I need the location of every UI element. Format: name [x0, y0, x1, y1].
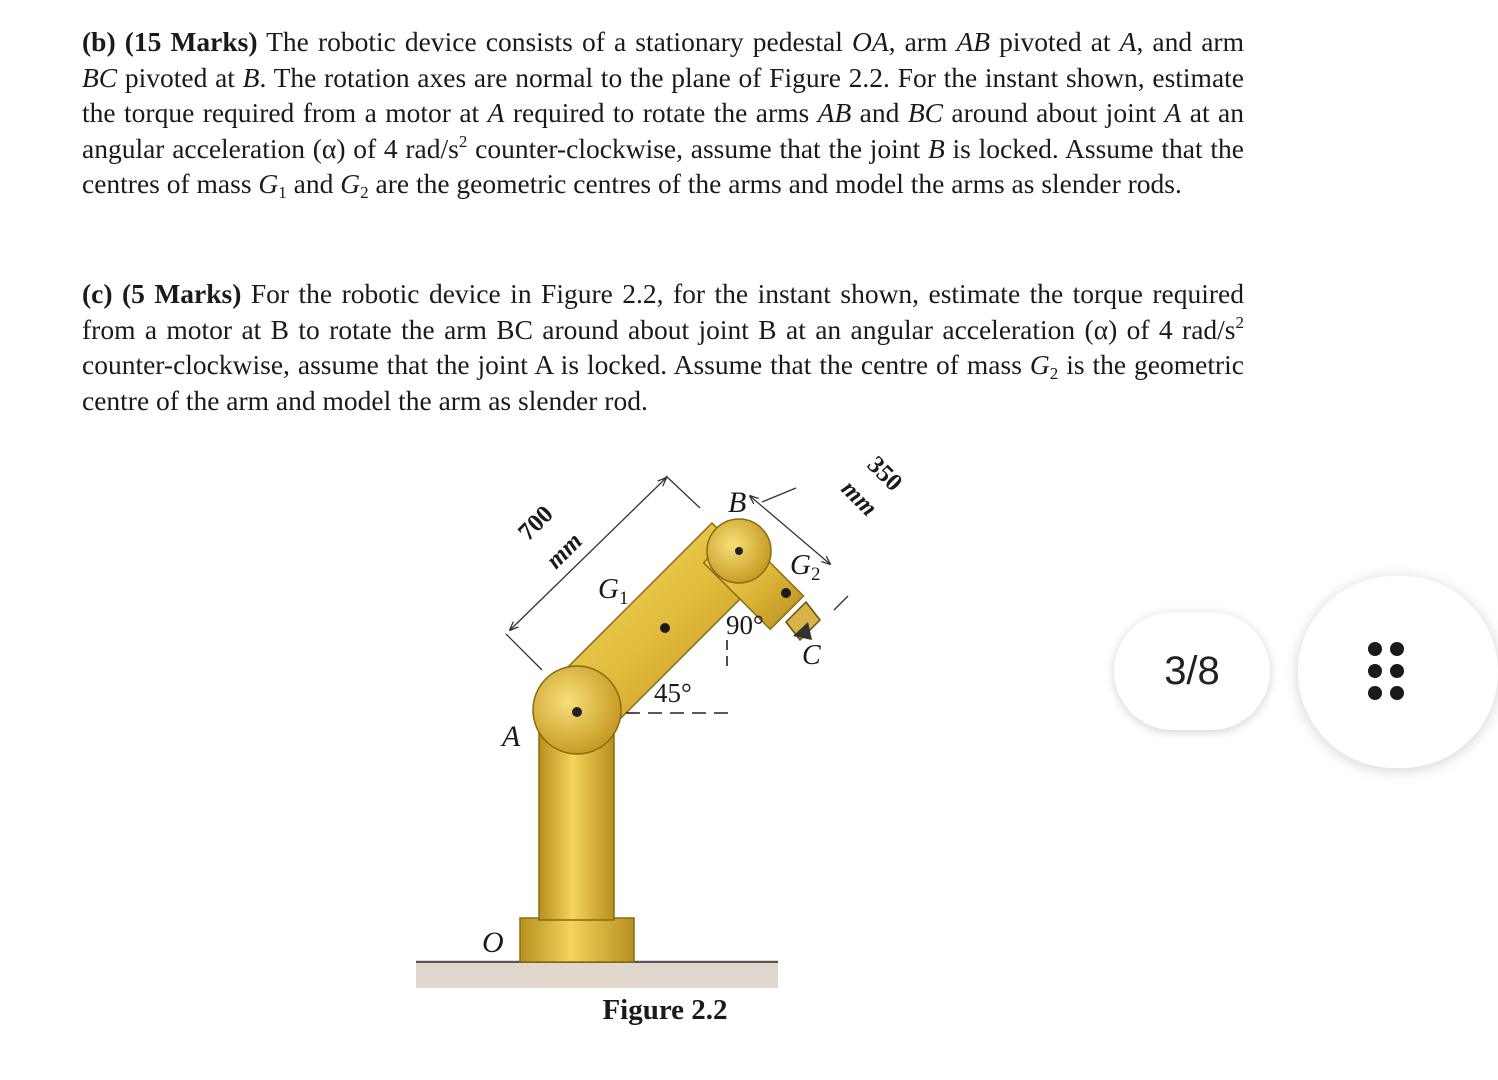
- dim-ab-ext-b: [666, 476, 700, 508]
- problem-b-text: pivoted at: [117, 61, 243, 93]
- symbol-ab: AB: [817, 97, 852, 128]
- symbol-g1: G: [258, 168, 279, 199]
- label-g2-subscript: 2: [810, 564, 821, 585]
- symbol-a: A: [1119, 26, 1137, 57]
- problem-b-text: . The rotation axes are normal to the plane of Figure 2.2. For the instant shown, estimate the torque required from a motor at: [82, 61, 1244, 128]
- dim-bc-value: 350: [861, 451, 908, 497]
- robot-arm-figure: [400, 450, 908, 1010]
- joint-b-pin: [735, 547, 743, 555]
- label-g1-subscript: 1: [618, 588, 629, 609]
- problem-b-heading: (b) (15 Marks): [82, 26, 258, 57]
- symbol-g2: G: [1029, 349, 1050, 380]
- subscript: 2: [360, 183, 369, 202]
- problem-b-text: pivoted at: [990, 26, 1120, 57]
- label-g1: [598, 573, 628, 609]
- symbol-oa: OA: [851, 26, 889, 57]
- symbol-b: B: [927, 132, 945, 164]
- problem-b-paragraph: [82, 24, 1244, 202]
- label-g2: [790, 549, 820, 585]
- problem-c-paragraph: [82, 276, 1244, 418]
- label-b: B: [728, 486, 747, 519]
- figure-caption: Figure 2.2: [602, 994, 728, 1026]
- problem-c-text: For the robotic device in Figure 2.2, for the instant shown, estimate the torque required from a motor at B to rotate the arm BC around about joint B at an angular acceleration (α) of 4 rad/s: [82, 278, 1244, 345]
- dim-ab-ext-a: [506, 634, 542, 670]
- symbol-a: A: [1164, 97, 1182, 128]
- ground: [416, 960, 778, 988]
- problem-c-heading: (c) (5 Marks): [82, 278, 242, 309]
- label-c: C: [802, 640, 821, 671]
- label-a: A: [502, 720, 521, 753]
- problem-b-text: and: [851, 97, 908, 128]
- dim-bc-ext-b: [762, 488, 796, 502]
- label-angle-a: 45°: [654, 678, 692, 708]
- dim-ab-unit: mm: [541, 527, 588, 575]
- problem-b-text: required to rotate the arms: [504, 97, 818, 128]
- dim-bc-ext-c: [834, 596, 848, 610]
- exponent: 2: [458, 131, 468, 151]
- problem-b-text: are the geometric centres of the arms and model the arms as slender rods.: [368, 168, 1182, 199]
- g1-dot: [660, 623, 670, 633]
- symbol-b: B: [242, 61, 260, 93]
- problem-c-text: counter-clockwise, assume that the joint A is locked. Assume that the centre of mass: [82, 349, 1030, 380]
- problem-b-text: , and arm: [1136, 26, 1244, 57]
- dim-bc-unit: mm: [835, 475, 883, 522]
- symbol-bc: BC: [907, 97, 943, 128]
- problem-b-text: , arm: [888, 26, 957, 57]
- page-indicator[interactable]: [1114, 612, 1270, 730]
- exponent: 2: [1235, 312, 1244, 332]
- g2-dot: [781, 588, 791, 598]
- subscript: 2: [1049, 364, 1059, 383]
- label-g2-letter: G: [790, 549, 811, 581]
- dots-grid-icon: [1368, 636, 1428, 706]
- label-o: O: [482, 926, 504, 959]
- symbol-ab: AB: [956, 26, 991, 57]
- pedestal-base: [520, 918, 634, 962]
- menu-button[interactable]: [1298, 576, 1498, 768]
- problem-b-text: The robotic device consists of a stationary pedestal: [257, 26, 852, 57]
- problem-b-text: is locked. Assume that the centres of mass: [82, 132, 1244, 199]
- symbol-g2: G: [340, 168, 361, 199]
- symbol-a: A: [487, 97, 505, 128]
- problem-c-text: is the geometric centre of the arm and model the arm as slender rod.: [82, 349, 1244, 416]
- joint-a-pin: [572, 707, 582, 717]
- problem-b-text: around about joint: [942, 97, 1165, 128]
- symbol-bc: BC: [82, 61, 118, 93]
- dim-ab-value: 700: [513, 500, 559, 547]
- page-indicator-text: 3/8: [1164, 648, 1220, 693]
- subscript: 1: [278, 183, 287, 202]
- label-angle-b: 90°: [726, 610, 764, 640]
- problem-b-text: and: [286, 168, 341, 199]
- problem-b-text: at an angular acceleration (α) of 4 rad/s: [82, 97, 1244, 164]
- label-g1-letter: G: [598, 573, 619, 605]
- problem-b-text: counter-clockwise, assume that the joint: [467, 132, 928, 164]
